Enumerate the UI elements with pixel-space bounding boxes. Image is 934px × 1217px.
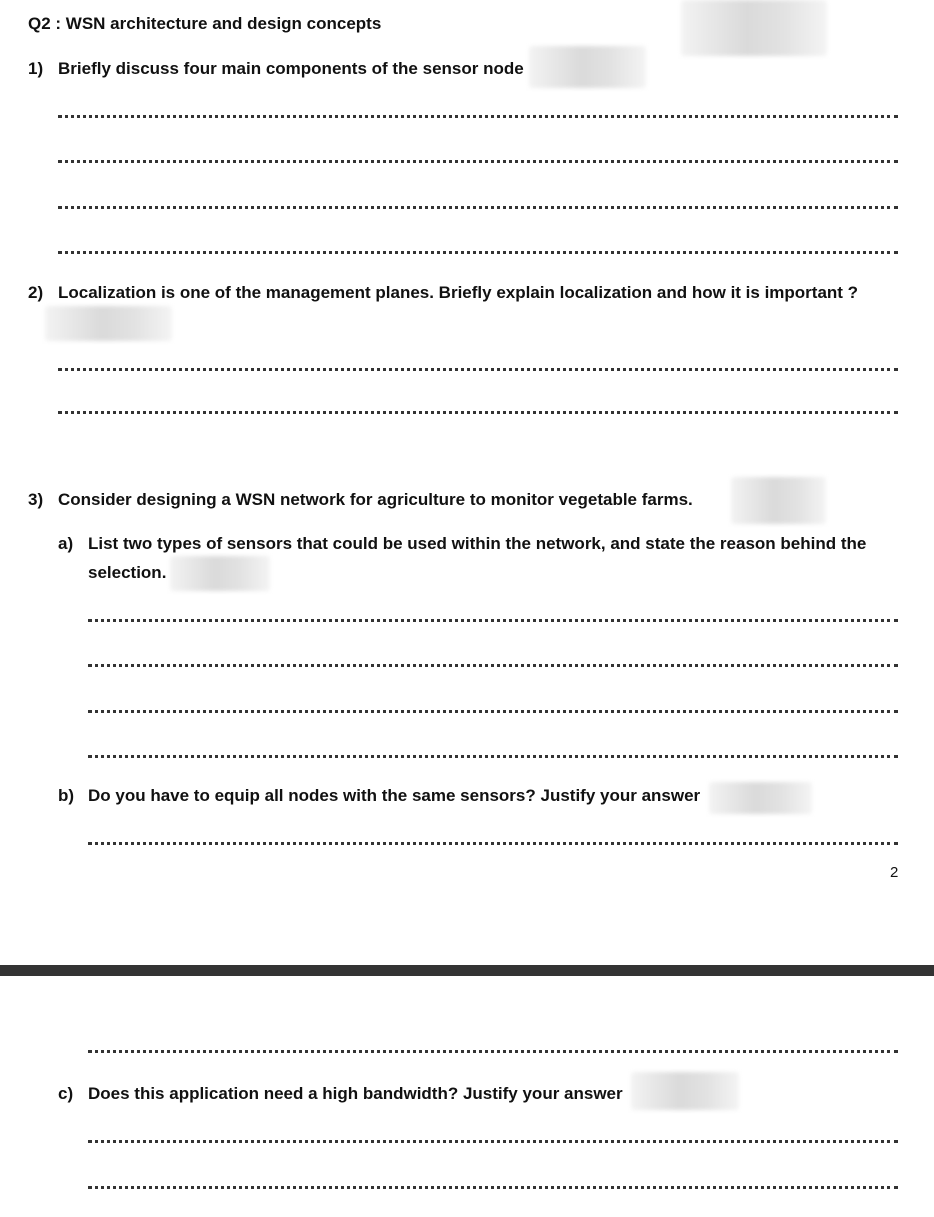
question-3a-text-line1: List two types of sensors that could be used within the network, and state the reason behind the xyxy=(88,534,867,553)
question-3c-text: Does this application need a high bandwidth? Justify your answer xyxy=(88,1084,623,1103)
answer-line[interactable] xyxy=(58,206,898,209)
answer-line[interactable] xyxy=(58,411,898,414)
question-3-number: 3) xyxy=(28,490,44,509)
page-break-divider xyxy=(0,965,934,976)
question-3a-text-line2: selection. xyxy=(88,563,167,582)
answer-line[interactable] xyxy=(88,1186,898,1189)
answer-line[interactable] xyxy=(58,368,898,371)
answer-line[interactable] xyxy=(88,1140,898,1143)
question-3-text: Consider designing a WSN network for agriculture to monitor vegetable farms. xyxy=(58,490,693,509)
answer-line[interactable] xyxy=(88,710,898,713)
redacted-mark xyxy=(529,46,646,88)
page-number: 2 xyxy=(890,864,899,881)
answer-line[interactable] xyxy=(88,619,898,622)
redacted-mark xyxy=(709,782,812,814)
answer-line[interactable] xyxy=(88,664,898,667)
redacted-mark xyxy=(681,0,827,56)
answer-line[interactable] xyxy=(58,251,898,254)
redacted-mark xyxy=(170,556,270,591)
question-1-number: 1) xyxy=(28,59,44,78)
redacted-mark xyxy=(731,477,826,524)
answer-line[interactable] xyxy=(88,1050,898,1053)
question-3c-label: c) xyxy=(58,1084,74,1103)
redacted-mark xyxy=(45,306,172,341)
answer-line[interactable] xyxy=(58,160,898,163)
redacted-mark xyxy=(631,1072,739,1110)
answer-line[interactable] xyxy=(58,115,898,118)
question-3b-label: b) xyxy=(58,786,75,805)
question-2-text: Localization is one of the management planes. Briefly explain localization and how it is important ? xyxy=(58,283,859,302)
section-title: Q2 : WSN architecture and design concepts xyxy=(28,14,382,33)
question-3b-text: Do you have to equip all nodes with the same sensors? Justify your answer xyxy=(88,786,701,805)
question-1-text: Briefly discuss four main components of the sensor node xyxy=(58,59,524,78)
question-3a-label: a) xyxy=(58,534,74,553)
question-2-number: 2) xyxy=(28,283,44,302)
answer-line[interactable] xyxy=(88,755,898,758)
answer-line[interactable] xyxy=(88,842,898,845)
